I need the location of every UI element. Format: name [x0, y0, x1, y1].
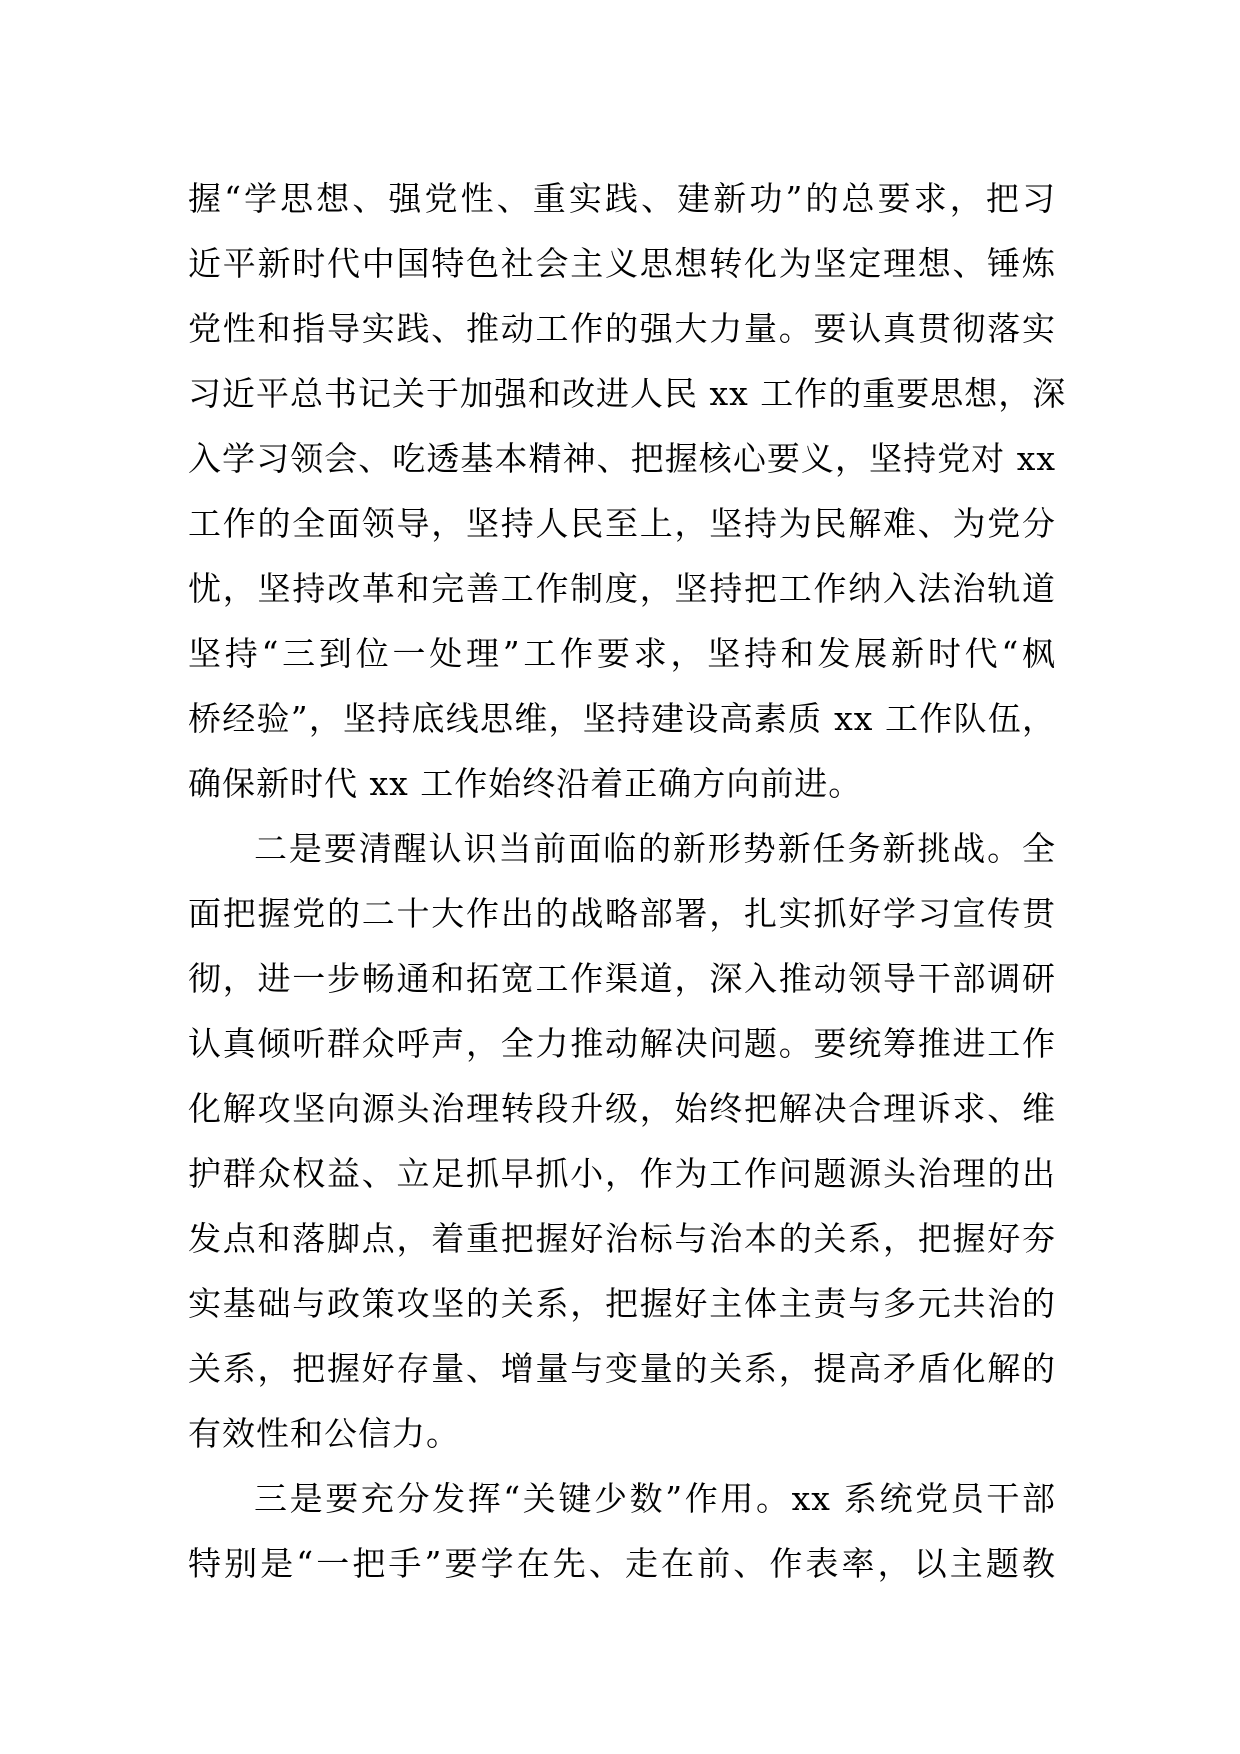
- text-line: 发点和落脚点，着重把握好治标与治本的关系，把握好夯: [188, 1219, 1056, 1258]
- text-line: 握“学思想、强党性、重实践、建新功”的总要求，把习: [188, 179, 1056, 218]
- text-line: 习近平总书记关于加强和改进人民 xx 工作的重要思想，深: [188, 374, 1067, 413]
- text-line: 入学习领会、吃透基本精神、把握核心要义，坚持党对 xx: [188, 439, 1056, 478]
- text-line: 桥经验”，坚持底线思维，坚持建设高素质 xx 工作队伍，: [188, 699, 1056, 738]
- text-line: 二是要清醒认识当前面临的新形势新任务新挑战。全: [254, 829, 1056, 868]
- text-line: 工作的全面领导，坚持人民至上，坚持为民解难、为党分: [188, 504, 1056, 543]
- text-line: 实基础与政策攻坚的关系，把握好主体主责与多元共治的: [188, 1284, 1056, 1323]
- paragraph-3: [188, 1466, 1056, 1596]
- paragraph-1: [188, 166, 1067, 816]
- text-line: 护群众权益、立足抓早抓小，作为工作问题源头治理的出: [188, 1154, 1056, 1193]
- paragraph-2: [188, 816, 1056, 1466]
- text-line: 坚持“三到位一处理”工作要求，坚持和发展新时代“枫: [188, 634, 1056, 673]
- text-line: 化解攻坚向源头治理转段升级，始终把解决合理诉求、维: [188, 1089, 1056, 1128]
- text-line: 特别是“一把手”要学在先、走在前、作表率，以主题教: [188, 1544, 1056, 1583]
- text-line: 有效性和公信力。: [188, 1414, 460, 1453]
- text-line: 党性和指导实践、推动工作的强大力量。要认真贯彻落实: [188, 309, 1056, 348]
- text-line: 彻，进一步畅通和拓宽工作渠道，深入推动领导干部调研: [188, 959, 1056, 998]
- text-line: 确保新时代 xx 工作始终沿着正确方向前进。: [188, 764, 863, 803]
- text-line: 近平新时代中国特色社会主义思想转化为坚定理想、锤炼: [188, 244, 1056, 283]
- text-line: 面把握党的二十大作出的战略部署，扎实抓好学习宣传贯: [188, 894, 1056, 933]
- text-line: 认真倾听群众呼声，全力推动解决问题。要统筹推进工作: [188, 1024, 1056, 1063]
- text-line: 忧，坚持改革和完善工作制度，坚持把工作纳入法治轨道: [188, 569, 1056, 608]
- document-body: [188, 166, 1067, 1596]
- text-line: 关系，把握好存量、增量与变量的关系，提高矛盾化解的: [188, 1349, 1056, 1388]
- text-line: 三是要充分发挥“关键少数”作用。xx 系统党员干部: [254, 1479, 1056, 1518]
